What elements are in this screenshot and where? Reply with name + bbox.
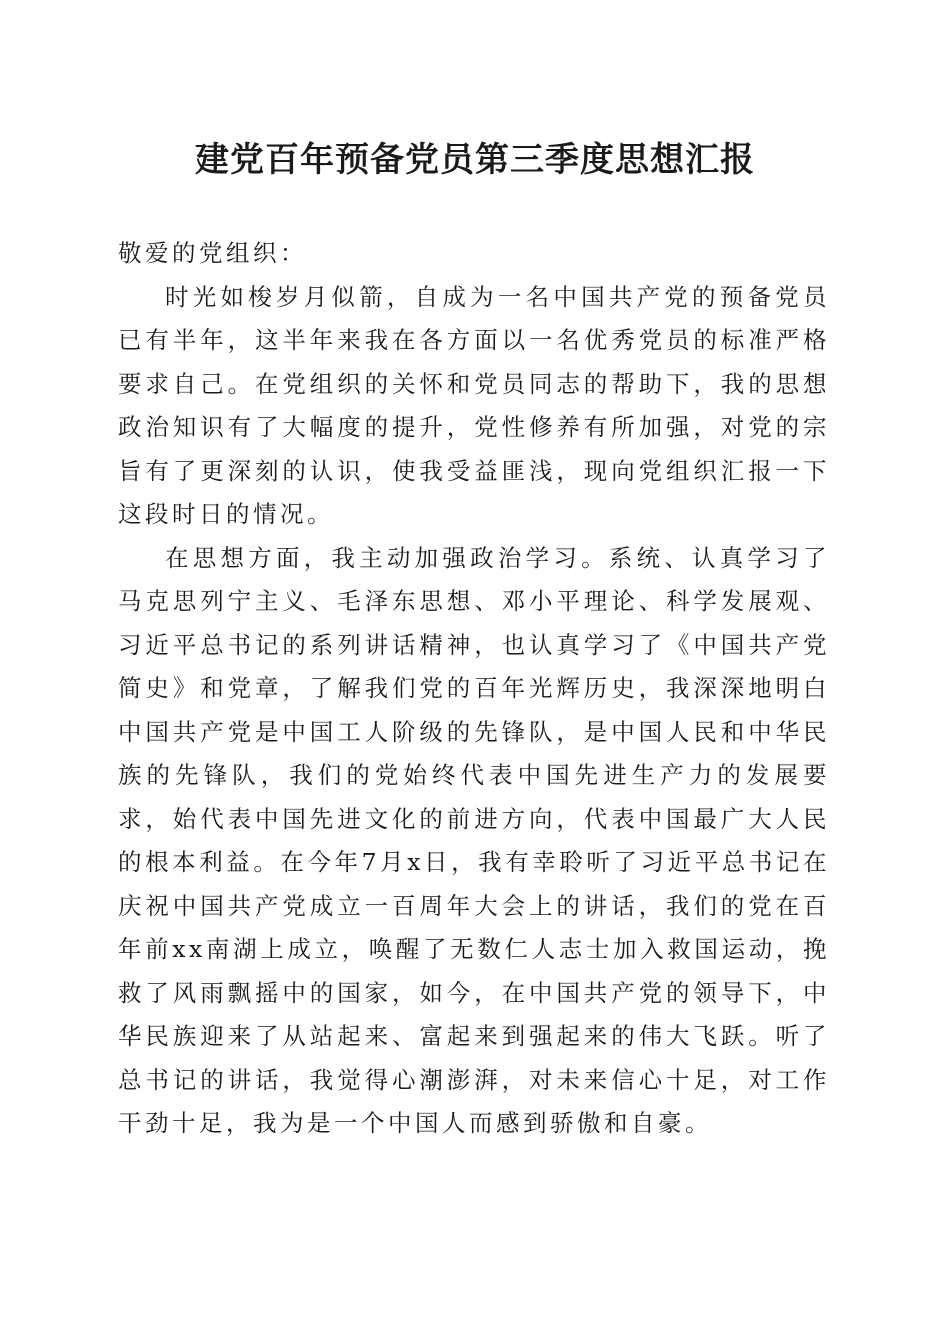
- document-body: [118, 232, 830, 1146]
- salutation: 敬爱的党组织：: [118, 239, 307, 267]
- paragraph-2: 在思想方面，我主动加强政治学习。系统、认真学习了马克思列宁主义、毛泽东思想、邓小平理论、科学发展观、习近平总书记的系列讲话精神，也认真学习了《中国共产党简史》和党章，了解我们党的百年光辉历史，我深深地明白中国共产党是中国工人阶级的先锋队，是中国人民和中华民族的先锋队，我们的党始终代表中国先进生产力的发展要求，始代表中国先进文化的前进方向，代表中国最广大人民的根本利益。在今年7月x日，我有幸聆听了习近平总书记在庆祝中国共产党成立一百周年大会上的讲话，我们的党在百年前xx南湖上成立，唤醒了无数仁人志士加入救国运动，挽救了风雨飘摇中的国家，如今，在中国共产党的领导下，中华民族迎来了从站起来、富起来到强起来的伟大飞跃。听了总书记的讲话，我觉得心潮澎湃，对未来信心十足，对工作干劲十足，我为是一个中国人而感到骄傲和自豪。: [118, 543, 830, 1137]
- paragraph-1: 时光如梭岁月似箭，自成为一名中国共产党的预备党员已有半年，这半年来我在各方面以一名优秀党员的标准严格要求自己。在党组织的关怀和党员同志的帮助下，我的思想政治知识有了大幅度的提升，党性修养有所加强，对党的宗旨有了更深刻的认识，使我受益匪浅，现向党组织汇报一下这段时日的情况。: [118, 282, 830, 528]
- document-title: 建党百年预备党员第三季度思想汇报: [195, 140, 755, 180]
